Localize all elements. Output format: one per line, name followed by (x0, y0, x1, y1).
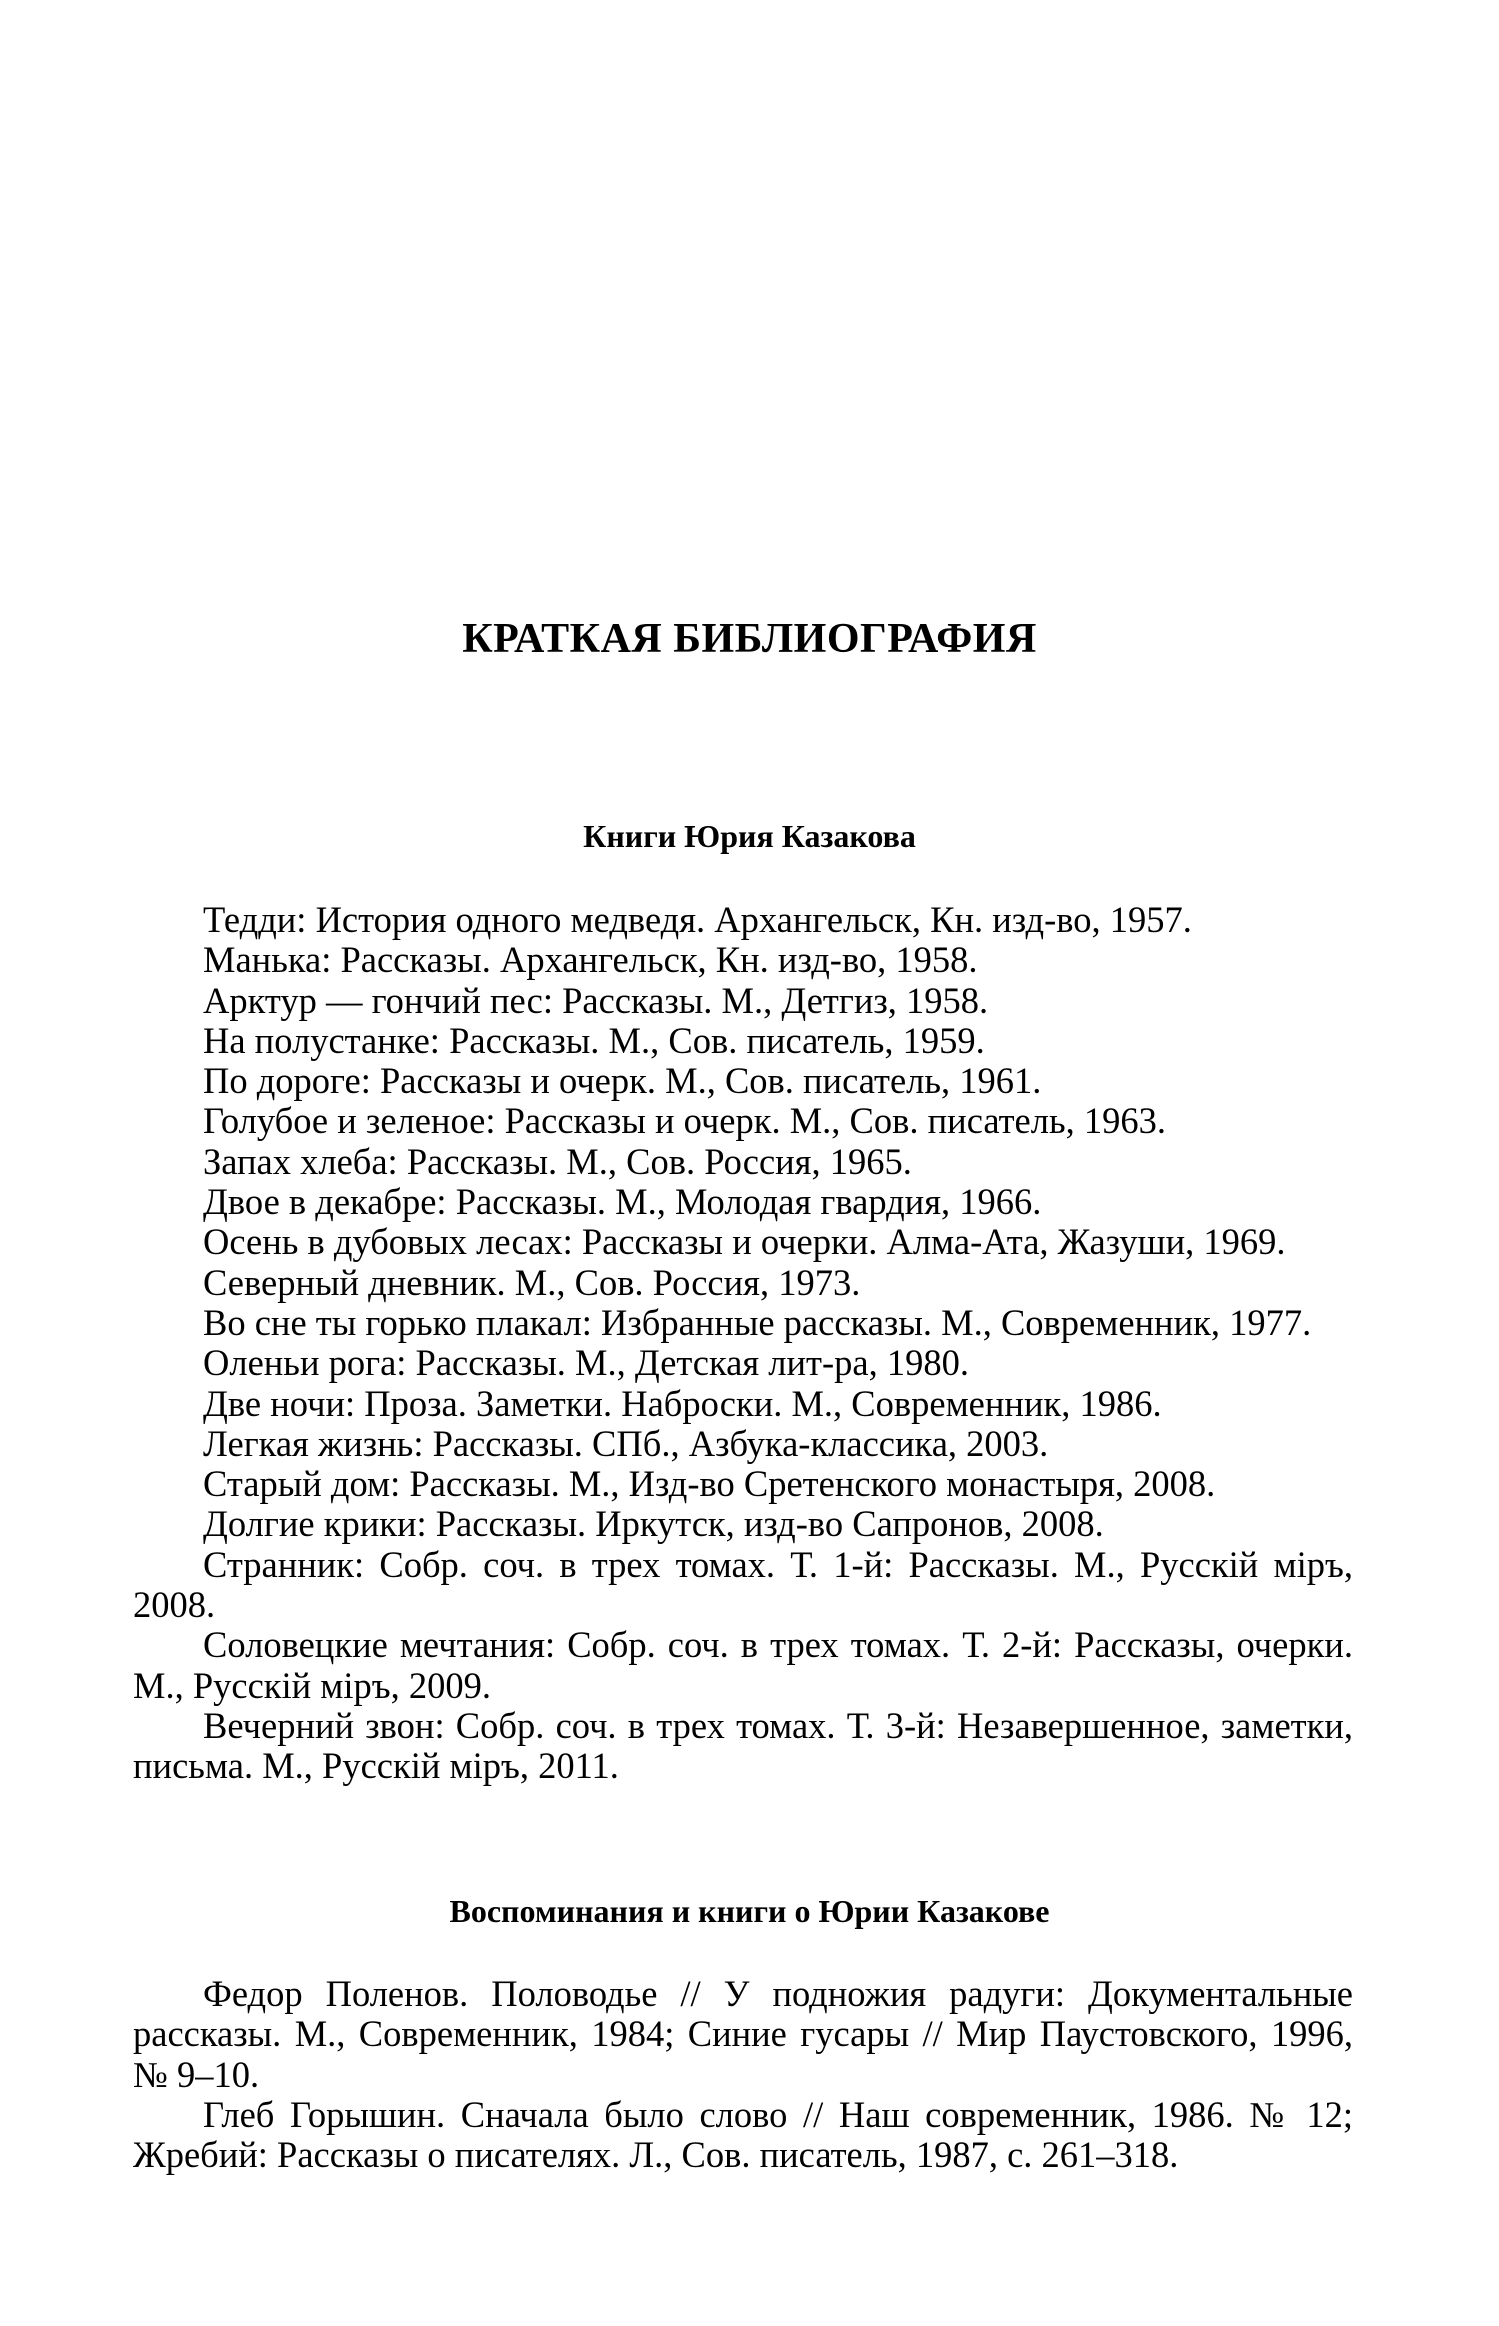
list-item: Оленьи рога: Рассказы. М., Детская лит-ра, 1980. (203, 1342, 969, 1384)
list-item: Во сне ты горько плакал: Избранные рассказы. М., Современник, 1977. (203, 1301, 1312, 1343)
books-section-heading: Книги Юрия Казакова (583, 818, 916, 854)
list-item: Глеб Горышин. Сначала было слово // Наш современник, 1986. № 12; Жребий: Рассказы о писателях. Л., Сов. писатель, 1987, с. 261–318. (133, 2093, 1353, 2176)
list-item: Манька: Рассказы. Архангельск, Кн. изд-во, 1958. (203, 939, 978, 981)
books-list (133, 900, 1353, 1787)
list-item: Вечерний звон: Собр. соч. в трех томах. Т. 3-й: Незавершенное, заметки, письма. М., Русскій міръ, 2011. (133, 1704, 1353, 1787)
memoirs-section-heading: Воспоминания и книги о Юрии Казакове (449, 1893, 1050, 1929)
list-item: Осень в дубовых лесах: Рассказы и очерки. Алма-Ата, Жазуши, 1969. (203, 1221, 1286, 1263)
list-item: Двое в декабре: Рассказы. М., Молодая гвардия, 1966. (203, 1181, 1042, 1223)
list-item: Голубое и зеленое: Рассказы и очерк. М., Сов. писатель, 1963. (203, 1100, 1166, 1142)
list-item: Северный дневник. М., Сов. Россия, 1973. (203, 1261, 861, 1303)
list-item: Запах хлеба: Рассказы. М., Сов. Россия, 1965. (203, 1140, 912, 1182)
list-item: Легкая жизнь: Рассказы. СПб., Азбука-классика, 2003. (203, 1422, 1049, 1464)
memoirs-list (133, 1974, 1353, 2175)
list-item: Две ночи: Проза. Заметки. Наброски. М., Современник, 1986. (203, 1382, 1162, 1424)
list-item: Тедди: История одного медведя. Архангельск, Кн. изд-во, 1957. (203, 899, 1192, 940)
list-item: На полустанке: Рассказы. М., Сов. писатель, 1959. (203, 1019, 985, 1061)
page-title: КРАТКАЯ БИБЛИОГРАФИЯ (462, 616, 1037, 662)
list-item: Соловецкие мечтания: Собр. соч. в трех томах. Т. 2-й: Рассказы, очерки. М., Русскій міръ, 2009. (133, 1624, 1353, 1706)
list-item: Федор Поленов. Половодье // У подножия радуги: Документальные рассказы. М., Современник, 1984; Синие гусары // Мир Паустовского, 1996, № 9–10. (133, 1973, 1353, 2095)
list-item: Старый дом: Рассказы. М., Изд-во Сретенского монастыря, 2008. (203, 1463, 1216, 1505)
list-item: Арктур — гончий пес: Рассказы. М., Детгиз, 1958. (203, 979, 989, 1021)
list-item: По дороге: Рассказы и очерк. М., Сов. писатель, 1961. (203, 1060, 1042, 1102)
list-item: Долгие крики: Рассказы. Иркутск, изд-во Сапронов, 2008. (203, 1503, 1104, 1545)
list-item: Странник: Собр. соч. в трех томах. Т. 1-й: Рассказы. М., Русскій міръ, 2008. (133, 1543, 1353, 1626)
